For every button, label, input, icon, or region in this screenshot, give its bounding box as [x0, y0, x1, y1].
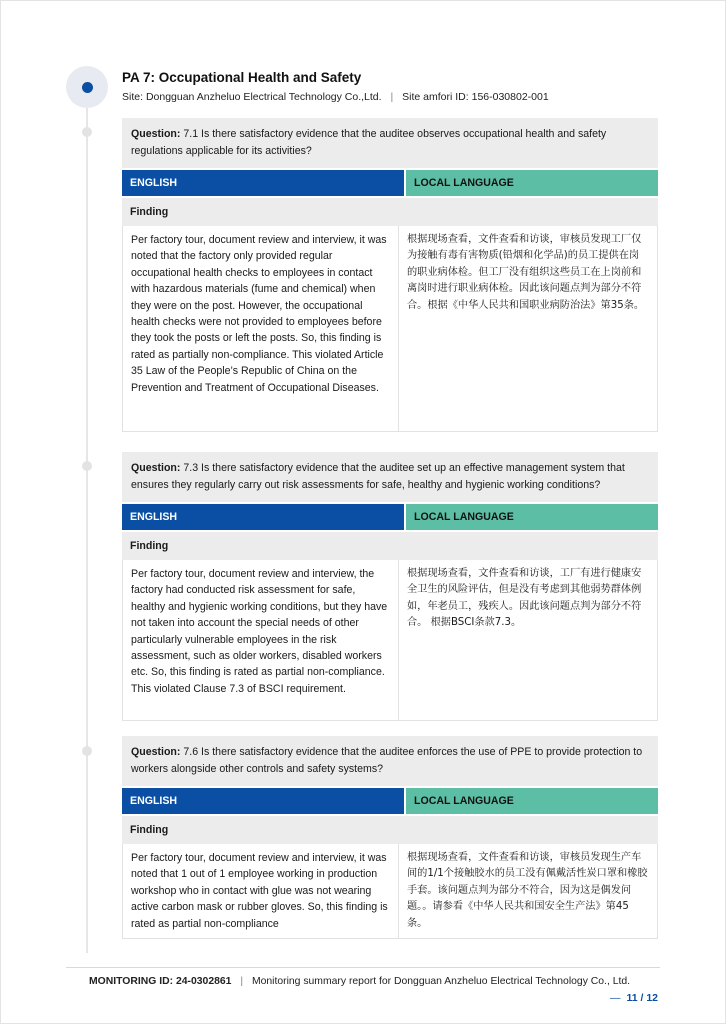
finding-row	[122, 844, 658, 939]
report-title: Monitoring summary report for Dongguan Anzheluo Electrical Technology Co., Ltd.	[251, 976, 631, 987]
english-header: ENGLISH	[122, 504, 404, 530]
language-header-row	[122, 504, 658, 530]
local-language-header: LOCAL LANGUAGE	[406, 170, 658, 196]
page-number: 11 / 12	[626, 992, 658, 1004]
question-text	[122, 452, 658, 502]
timeline-dot-icon	[82, 746, 92, 756]
question-label: Question:	[131, 746, 181, 758]
timeline-dot-icon	[82, 127, 92, 137]
site-label: Site:	[122, 91, 144, 103]
finding-english: Per factory tour, document review and interview, it was noted that 1 out of 1 employee working in production workshop who in contact with glue was not wearing active carbon mask or rubber gloves. So, this finding is rated as partial non-compliance	[123, 844, 399, 938]
finding-row	[122, 560, 658, 721]
question-label: Question:	[131, 128, 181, 140]
finding-header: Finding	[122, 816, 658, 844]
timeline-dot-icon	[82, 461, 92, 471]
site-name: Dongguan Anzheluo Electrical Technology Co.,Ltd.	[145, 91, 382, 103]
english-header: ENGLISH	[122, 788, 404, 814]
question-block	[122, 452, 658, 721]
finding-header: Finding	[122, 198, 658, 226]
section-title: PA 7: Occupational Health and Safety	[122, 70, 362, 85]
monitoring-id: MONITORING ID: 24-0302861	[89, 976, 232, 987]
english-header: ENGLISH	[122, 170, 404, 196]
question-body: 7.1 Is there satisfactory evidence that the auditee observes occupational health and safety regulations applicable for its activities?	[131, 128, 607, 157]
site-line: Site: Dongguan Anzheluo Electrical Technology Co.,Ltd. | Site amfori ID: 156-030802-001	[122, 91, 549, 103]
finding-local: 根据现场查看，文件查看和访谈，审核员发现工厂仅为接触有毒有害物质(铅烟和化学品)的员工提供在岗的职业病体检。但工厂没有组织这些员工在上岗前和离岗时进行职业病体检。因此该问题点判为部分不符合。根据《中华人民共和国职业病防治法》第35条。	[407, 234, 645, 311]
page-indicator: — 11 / 12	[609, 992, 658, 1004]
question-block	[122, 118, 658, 432]
language-header-row	[122, 170, 658, 196]
finding-row	[122, 226, 658, 432]
finding-english: Per factory tour, document review and interview, it was noted that the factory only provided regular occupational health checks to employees in contact with hazardous materials (fume and chemical) when they were on the post. However, the occupational health checks were not provided to employees before they took the posts or left the posts. So, this finding is rated as partially non-compliance. This violated Article 35 Law of the People’s Republic of China on the Prevention and Treatment of Occupational Diseases.	[123, 226, 399, 431]
local-language-header: LOCAL LANGUAGE	[406, 788, 658, 814]
section-marker-icon	[66, 66, 108, 108]
question-block	[122, 736, 658, 939]
question-text	[122, 118, 658, 168]
footer: MONITORING ID: 24-0302861 | Monitoring summary report for Dongguan Anzheluo Electrical Technology Co., Ltd.	[89, 976, 631, 987]
timeline-line	[86, 108, 88, 953]
site-id: 156-030802-001	[471, 91, 549, 103]
finding-local: 根据现场查看，文件查看和访谈，审核员发现生产车间的1/1个接触胶水的员工没有佩戴活性炭口罩和橡胶手套。该问题点判为部分不符合，因为这是偶发问题。。请参看《中华人民共和国安全生产法》第45条。	[407, 852, 648, 929]
language-header-row	[122, 788, 658, 814]
finding-english: Per factory tour, document review and interview, the factory had conducted risk assessment for safe, healthy and hygienic working conditions, but they have not taken into account the special needs of other particularly vulnerable employees in the risk assessment, such as older workers, disabled workers etc. So, this finding is rated as partial non-compliance. This violated Clause 7.3 of BSCI requirement.	[123, 560, 399, 720]
local-language-header: LOCAL LANGUAGE	[406, 504, 658, 530]
section-marker-dot	[82, 82, 93, 93]
question-label: Question:	[131, 462, 181, 474]
finding-header: Finding	[122, 532, 658, 560]
site-id-label: Site amfori ID:	[402, 91, 469, 103]
footer-divider	[66, 967, 660, 968]
question-text	[122, 736, 658, 786]
finding-local: 根据现场查看，文件查看和访谈，工厂有进行健康安全卫生的风险评估，但是没有考虑到其他弱势群体例如，年老员工，残疾人。因此该问题点判为部分不符合。 根据BSCI条款7.3。	[407, 568, 642, 629]
question-body: 7.6 Is there satisfactory evidence that the auditee enforces the use of PPE to provide protection to workers alongside other controls and safety systems?	[131, 746, 643, 775]
question-body: 7.3 Is there satisfactory evidence that the auditee set up an effective management system that ensures they regularly carry out risk assessments for safe, healthy and hygienic working conditions?	[131, 462, 625, 491]
